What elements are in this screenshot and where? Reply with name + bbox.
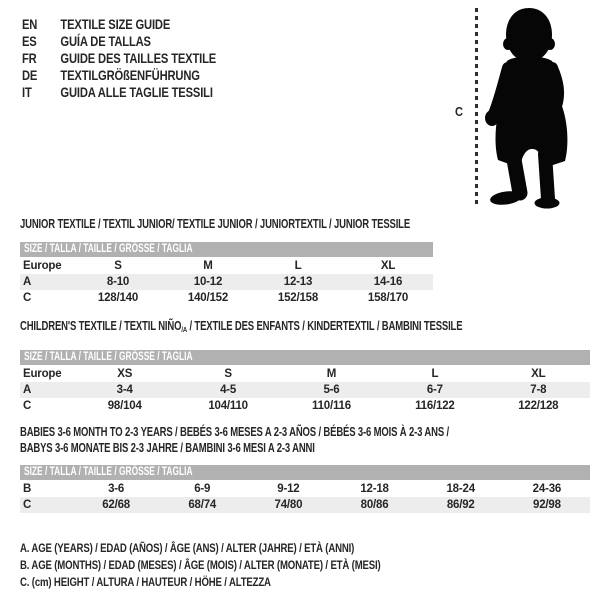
table-title-line: CHILDREN'S TEXTILE / TEXTIL $NIÑO_{/A}$ / TEXTILE DES ENFANTS / KINDERTEXTIL / BAMBINI TESSILE bbox=[20, 319, 463, 335]
children-table-title bbox=[20, 320, 590, 336]
table-cell: M bbox=[326, 368, 337, 381]
legend-notes bbox=[20, 540, 471, 591]
table-cell: 152/158 bbox=[277, 292, 319, 304]
language-code: DE bbox=[22, 67, 38, 83]
table-cell: 18-24 bbox=[446, 483, 475, 495]
babies-textile-section bbox=[20, 424, 590, 513]
table-cell: 116/122 bbox=[415, 400, 455, 413]
babies-table-title bbox=[20, 424, 590, 456]
language-guide-title: GUÍA DE TALLAS bbox=[60, 33, 151, 49]
height-measure-label: C bbox=[455, 104, 463, 119]
table-cell: 74/80 bbox=[274, 499, 303, 511]
toddler-silhouette-icon bbox=[482, 4, 572, 209]
size-header-bar bbox=[20, 350, 590, 365]
legend-note-line: A. AGE (YEARS) / EDAD (AÑOS) / ÂGE (ANS) / ALTER (JAHRE) / ETÀ (ANNI) bbox=[20, 541, 355, 555]
table-title-line: BABIES 3-6 MONTH TO 2-3 YEARS / BEBÉS 3-6 MESES A 2-3 AÑOS / BÉBÉS 3-6 MOIS À 2-3 ANS / bbox=[20, 425, 449, 439]
language-guide-title: GUIDE DES TAILLES TEXTILE bbox=[60, 50, 217, 66]
row-label: B bbox=[23, 483, 32, 495]
language-row bbox=[22, 50, 216, 67]
babies-size-table bbox=[20, 481, 590, 513]
table-cell: M bbox=[203, 260, 213, 272]
row-label: Europe bbox=[23, 260, 62, 272]
language-guide-title: TEXTILGRÖßENFÜHRUNG bbox=[60, 67, 200, 83]
table-cell: 6-7 bbox=[426, 384, 443, 397]
table-row bbox=[20, 366, 590, 382]
language-title-list bbox=[22, 16, 216, 101]
row-label: A bbox=[23, 384, 32, 397]
row-label: Europe bbox=[23, 368, 62, 381]
language-code: IT bbox=[22, 84, 32, 100]
table-row bbox=[20, 398, 590, 414]
table-cell: 68/74 bbox=[188, 499, 217, 511]
table-cell: 140/152 bbox=[187, 292, 229, 304]
table-cell: 7-8 bbox=[530, 384, 547, 397]
table-row bbox=[20, 290, 433, 306]
table-cell: 3-4 bbox=[116, 384, 133, 397]
language-row bbox=[22, 67, 216, 84]
table-cell: 80/86 bbox=[360, 499, 389, 511]
table-cell: L bbox=[431, 368, 439, 381]
table-cell: 104/110 bbox=[208, 400, 248, 413]
table-cell: XS bbox=[117, 368, 133, 381]
size-header-bar bbox=[20, 465, 590, 480]
table-row bbox=[20, 258, 433, 274]
table-cell: 5-6 bbox=[323, 384, 340, 397]
row-label: A bbox=[23, 276, 32, 288]
table-cell: 24-36 bbox=[532, 483, 562, 495]
language-code: ES bbox=[22, 33, 37, 49]
table-row bbox=[20, 382, 590, 398]
table-cell: 122/128 bbox=[518, 400, 559, 413]
table-cell: 128/140 bbox=[97, 292, 139, 304]
language-guide-title: GUIDA ALLE TAGLIE TESSILI bbox=[60, 84, 213, 100]
junior-size-table bbox=[20, 258, 433, 306]
table-cell: 8-10 bbox=[106, 276, 130, 288]
language-code: FR bbox=[22, 50, 37, 66]
table-row bbox=[20, 481, 590, 497]
size-header-label: SIZE / TALLA / TAILLE / GRÖSSE / TAGLIA bbox=[24, 243, 193, 255]
height-measure-dashed-line bbox=[475, 8, 478, 208]
language-row bbox=[22, 33, 216, 50]
junior-textile-section bbox=[20, 218, 433, 306]
table-cell: 4-5 bbox=[220, 384, 237, 397]
row-label: C bbox=[23, 499, 32, 511]
legend-note-line: C. (cm) HEIGHT / ALTURA / HAUTEUR / HÖHE / ALTEZZA bbox=[20, 575, 271, 589]
table-cell: 12-18 bbox=[360, 483, 389, 495]
table-cell: 92/98 bbox=[533, 499, 561, 511]
language-code: EN bbox=[22, 16, 38, 32]
size-header-label: SIZE / TALLA / TAILLE / GRÖSSE / TAGLIA bbox=[24, 466, 193, 478]
size-header-bar bbox=[20, 242, 433, 257]
row-label: C bbox=[23, 292, 32, 304]
table-cell: 6-9 bbox=[194, 483, 211, 495]
table-cell: S bbox=[224, 368, 232, 381]
table-title-line: BABYS 3-6 MONATE BIS 2-3 JAHRE / BAMBINI 3-6 MESI A 2-3 ANNI bbox=[20, 441, 315, 455]
table-cell: 98/104 bbox=[107, 400, 142, 413]
table-cell: L bbox=[294, 260, 302, 272]
language-guide-title: TEXTILE SIZE GUIDE bbox=[60, 16, 171, 32]
table-cell: 3-6 bbox=[108, 483, 125, 495]
row-label: C bbox=[23, 400, 32, 413]
table-cell: S bbox=[114, 260, 122, 272]
table-cell: XL bbox=[380, 260, 396, 272]
table-title-line: JUNIOR TEXTILE / TEXTIL JUNIOR/ TEXTILE JUNIOR / JUNIORTEXTIL / JUNIOR TESSILE bbox=[20, 217, 411, 231]
junior-table-title bbox=[20, 218, 433, 231]
table-cell: 9-12 bbox=[277, 483, 300, 495]
table-cell: 110/116 bbox=[312, 400, 351, 413]
table-row bbox=[20, 274, 433, 290]
table-cell: 14-16 bbox=[373, 276, 403, 288]
size-header-label: SIZE / TALLA / TAILLE / GRÖSSE / TAGLIA bbox=[24, 351, 193, 364]
children-textile-section bbox=[20, 320, 590, 414]
table-cell: XL bbox=[531, 368, 546, 381]
table-cell: 86/92 bbox=[446, 499, 475, 511]
children-size-table bbox=[20, 366, 590, 414]
table-cell: 10-12 bbox=[193, 276, 223, 288]
table-cell: 158/170 bbox=[367, 292, 409, 304]
table-row bbox=[20, 497, 590, 513]
table-cell: 12-13 bbox=[283, 276, 313, 288]
language-row bbox=[22, 16, 216, 33]
legend-note-line: B. AGE (MONTHS) / EDAD (MESES) / ÂGE (MOIS) / ALTER (MONATE) / ETÀ (MESI) bbox=[20, 558, 381, 572]
table-cell: 62/68 bbox=[102, 499, 130, 511]
language-row bbox=[22, 84, 216, 101]
